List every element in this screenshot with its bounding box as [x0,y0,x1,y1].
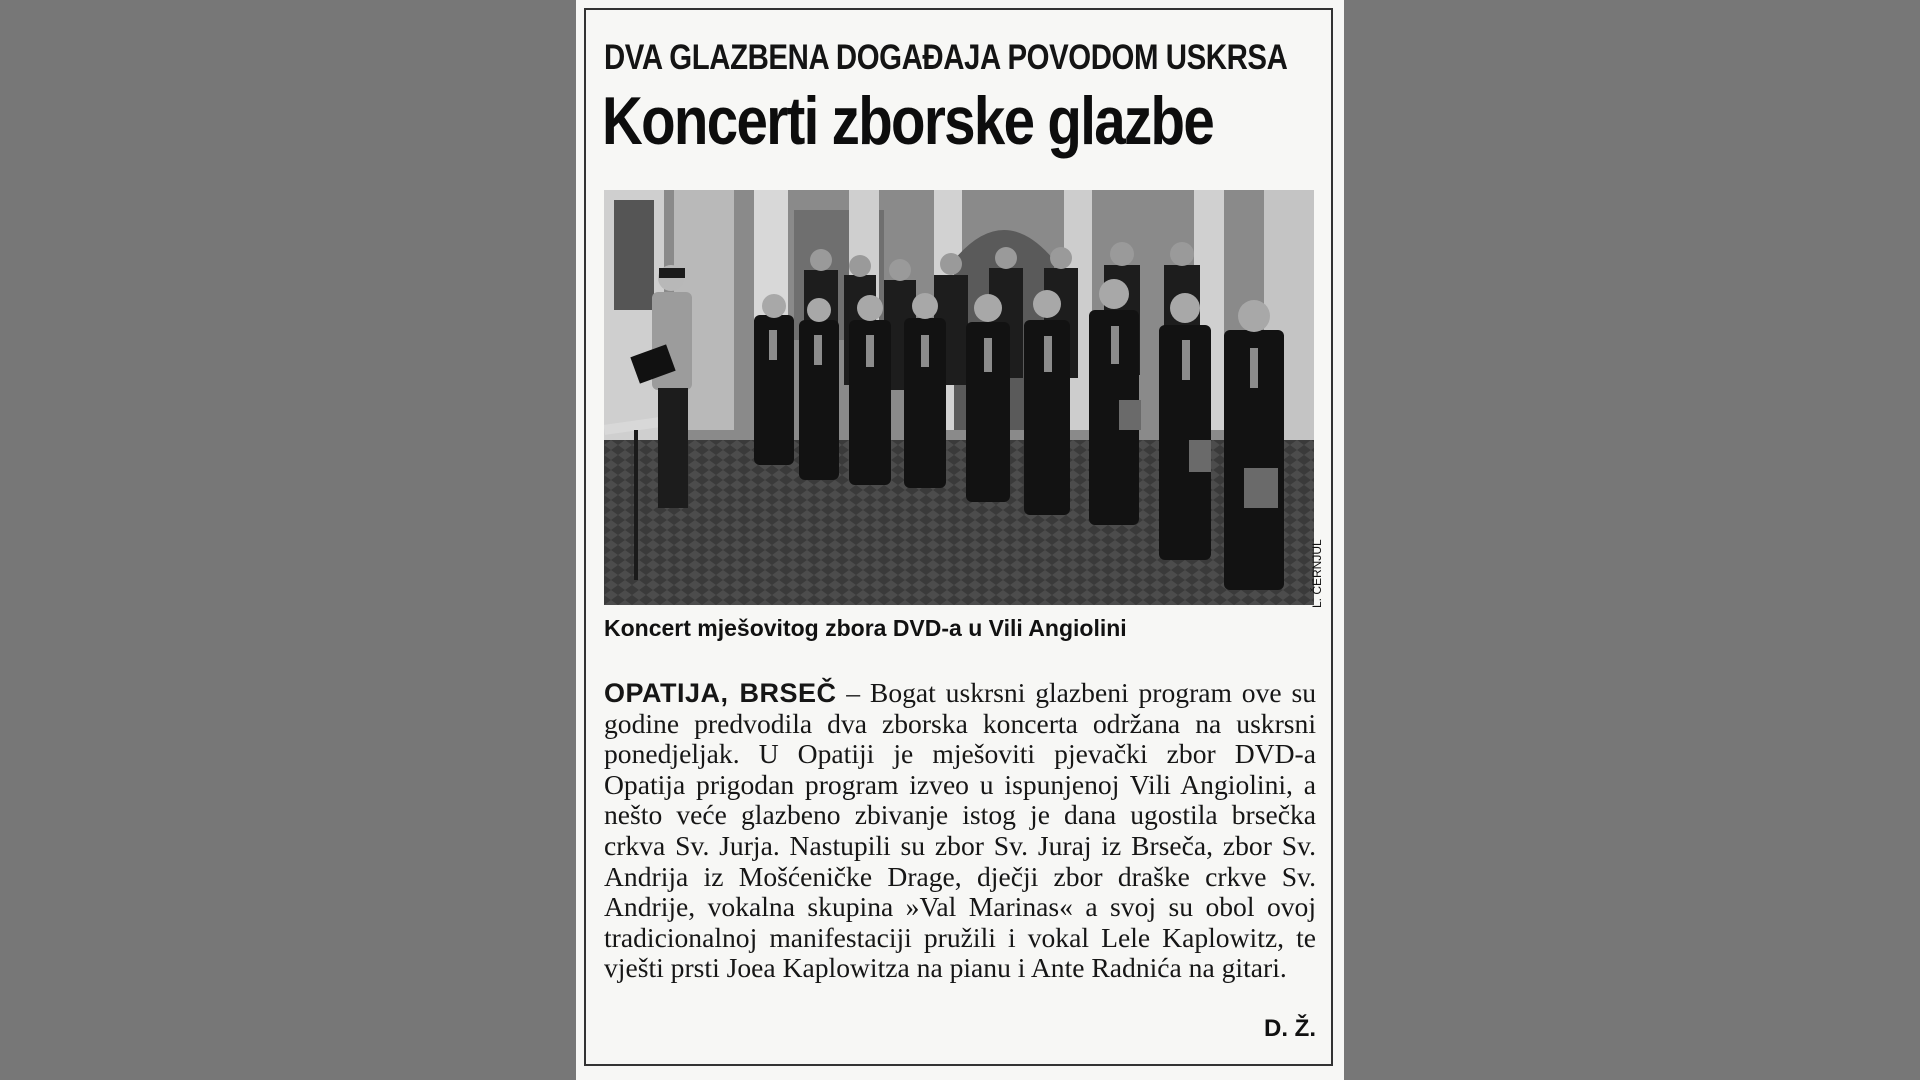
article-body-text: Bogat uskrsni glazbeni program ove su godine predvodila dva zborska koncerta održana na uskrsni ponedjeljak. U Opatiji je mješoviti pjevački zbor DVD-a Opatija prigodan program izveo u ispunjenoj Vili Angiolini, a nešto veće glazbeno zbivanje istog je dana ugostila brsečka crkva Sv. Jurja. Nastupili su zbor Sv. Juraj iz Brseča, zbor Sv. Andrija iz Mošćeničke Drage, dječji zbor draške crkve Sv. Andrije, vokalna skupina »Val Marinas« a svoj su obol ovoj tradicionalnoj manifestaciji pružili i vokal Lele Kaplowitz, te vješti prsti Joea Kaplowitza na pianu i Ante Radnića na gitari. [604,677,1317,984]
article-headline: Koncerti zborske glazbe [602,83,1214,159]
choir-photo-illustration [604,190,1314,605]
photo-credit: L. ČERNJUL [1310,539,1324,608]
article-dateline: OPATIJA, BRSEČ [604,678,837,708]
article-kicker: DVA GLAZBENA DOGAĐAJA POVODOM USKRSA [604,38,1288,77]
dateline-separator: – [836,677,870,708]
choir-photo [604,190,1314,605]
article-body [604,678,1316,984]
photo-caption: Koncert mješovitog zbora DVD-a u Vili Angiolini [604,615,1127,641]
article-byline: D. Ž. [1264,1015,1316,1042]
newspaper-clipping [576,0,1344,1080]
